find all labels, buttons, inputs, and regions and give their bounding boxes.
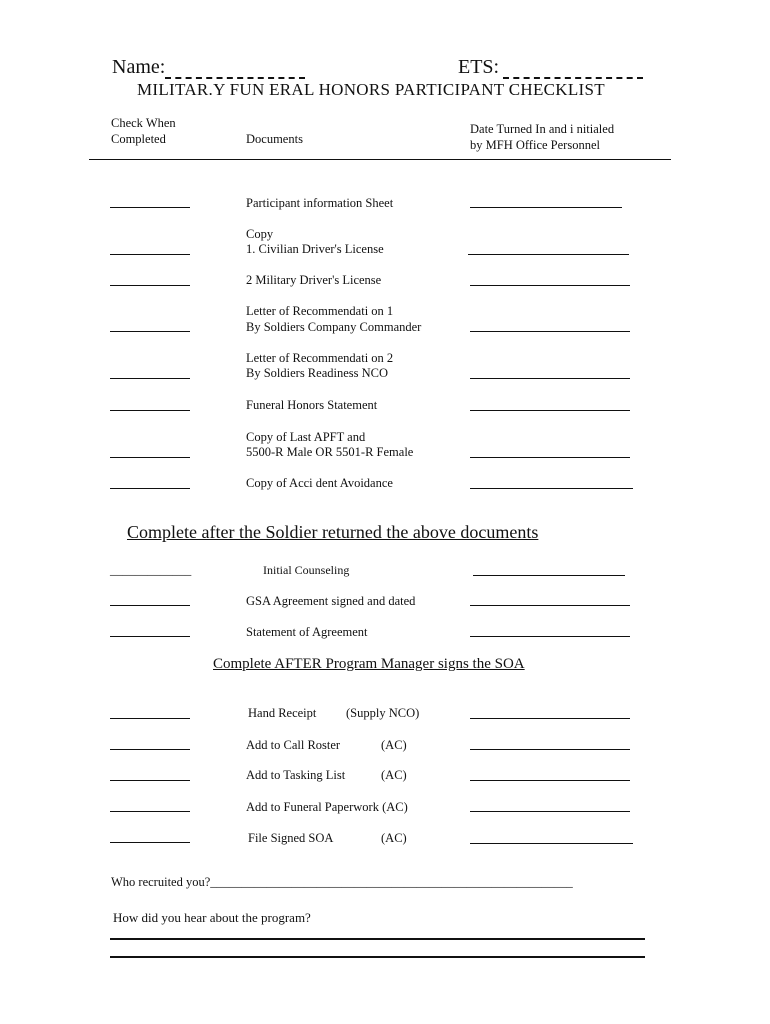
check-line[interactable] (110, 811, 190, 812)
date-initial-line[interactable] (470, 605, 630, 606)
check-line[interactable] (110, 605, 190, 606)
answer-line-2[interactable] (110, 956, 645, 958)
document-label-line2: By Soldiers Company Commander (246, 320, 422, 334)
check-line[interactable] (110, 718, 190, 719)
check-line[interactable] (110, 254, 190, 255)
check-header-line2: Completed (111, 132, 166, 146)
item-note: (Supply NCO) (346, 706, 420, 720)
document-label: Copy of Acci dent Avoidance (246, 476, 393, 490)
check-line[interactable] (110, 636, 190, 637)
document-label-line2: 5500-R Male OR 5501-R Female (246, 445, 414, 459)
item-note: (AC) (381, 768, 407, 782)
date-initial-line[interactable] (470, 749, 630, 750)
check-line[interactable] (110, 331, 190, 332)
check-line[interactable] (110, 378, 190, 379)
check-line[interactable] (110, 207, 190, 208)
date-initial-line[interactable] (470, 378, 630, 379)
check-line[interactable] (110, 780, 190, 781)
date-initial-line[interactable] (470, 843, 633, 844)
document-label: Letter of Recommendati on 2 (246, 351, 394, 365)
date-initial-line[interactable] (470, 811, 630, 812)
document-label: Participant information Sheet (246, 196, 394, 210)
item-label: GSA Agreement signed and dated (246, 594, 416, 608)
item-label: Initial Counseling (263, 563, 350, 577)
date-initial-line[interactable] (470, 718, 630, 719)
check-blank[interactable]: _____________ (110, 563, 192, 577)
document-label-line2: 1. Civilian Driver's License (246, 242, 384, 256)
check-line[interactable] (110, 285, 190, 286)
date-initial-line[interactable] (470, 285, 630, 286)
date-initial-line[interactable] (470, 488, 633, 489)
recruited-label: Who recruited you? (111, 875, 211, 889)
check-line[interactable] (110, 842, 190, 843)
name-field[interactable] (165, 77, 305, 79)
check-line[interactable] (110, 410, 190, 411)
header-divider (89, 159, 671, 160)
date-initial-line[interactable] (473, 575, 625, 576)
section-title-after-soa: Complete AFTER Program Manager signs the SOA (213, 656, 525, 672)
document-label: 2 Military Driver's License (246, 273, 382, 287)
ets-label: ETS: (458, 56, 500, 78)
item-label: Add to Tasking List (246, 768, 346, 782)
item-note: (AC) (381, 738, 407, 752)
check-header-line1: Check When (111, 116, 176, 130)
date-initial-line[interactable] (470, 331, 630, 332)
date-initial-line[interactable] (470, 207, 622, 208)
section-title-after-documents: Complete after the Soldier returned the above documents (127, 522, 539, 542)
item-label: Statement of Agreement (246, 625, 368, 639)
ets-field[interactable] (503, 77, 643, 79)
date-initial-line[interactable] (468, 254, 629, 255)
date-header-line1: Date Turned In and i nitialed (470, 122, 615, 136)
item-label: Add to Call Roster (246, 738, 341, 752)
item-label: File Signed SOA (248, 831, 334, 845)
item-note: (AC) (381, 831, 407, 845)
documents-header: Documents (246, 132, 303, 146)
check-line[interactable] (110, 488, 190, 489)
item-label: Hand Receipt (248, 706, 317, 720)
heard-question: How did you hear about the program? (113, 910, 311, 925)
form-title: MILITAR.Y FUN ERAL HONORS PARTICIPANT CHECKLIST (137, 80, 605, 99)
date-initial-line[interactable] (470, 457, 630, 458)
item-label: Add to Funeral Paperwork (AC) (246, 800, 408, 814)
date-initial-line[interactable] (470, 780, 630, 781)
date-initial-line[interactable] (470, 636, 630, 637)
name-label: Name: (112, 56, 166, 78)
document-label: Copy (246, 227, 274, 241)
document-label: Funeral Honors Statement (246, 398, 378, 412)
document-label-line2: By Soldiers Readiness NCO (246, 366, 389, 380)
recruited-field[interactable]: __________________________________________________________ (210, 875, 573, 889)
answer-line-1[interactable] (110, 938, 645, 940)
recruited-question (111, 875, 573, 890)
check-line[interactable] (110, 749, 190, 750)
check-line[interactable] (110, 457, 190, 458)
date-header-line2: by MFH Office Personnel (470, 138, 600, 152)
document-label: Copy of Last APFT and (246, 430, 366, 444)
date-initial-line[interactable] (470, 410, 630, 411)
document-label: Letter of Recommendati on 1 (246, 304, 394, 318)
